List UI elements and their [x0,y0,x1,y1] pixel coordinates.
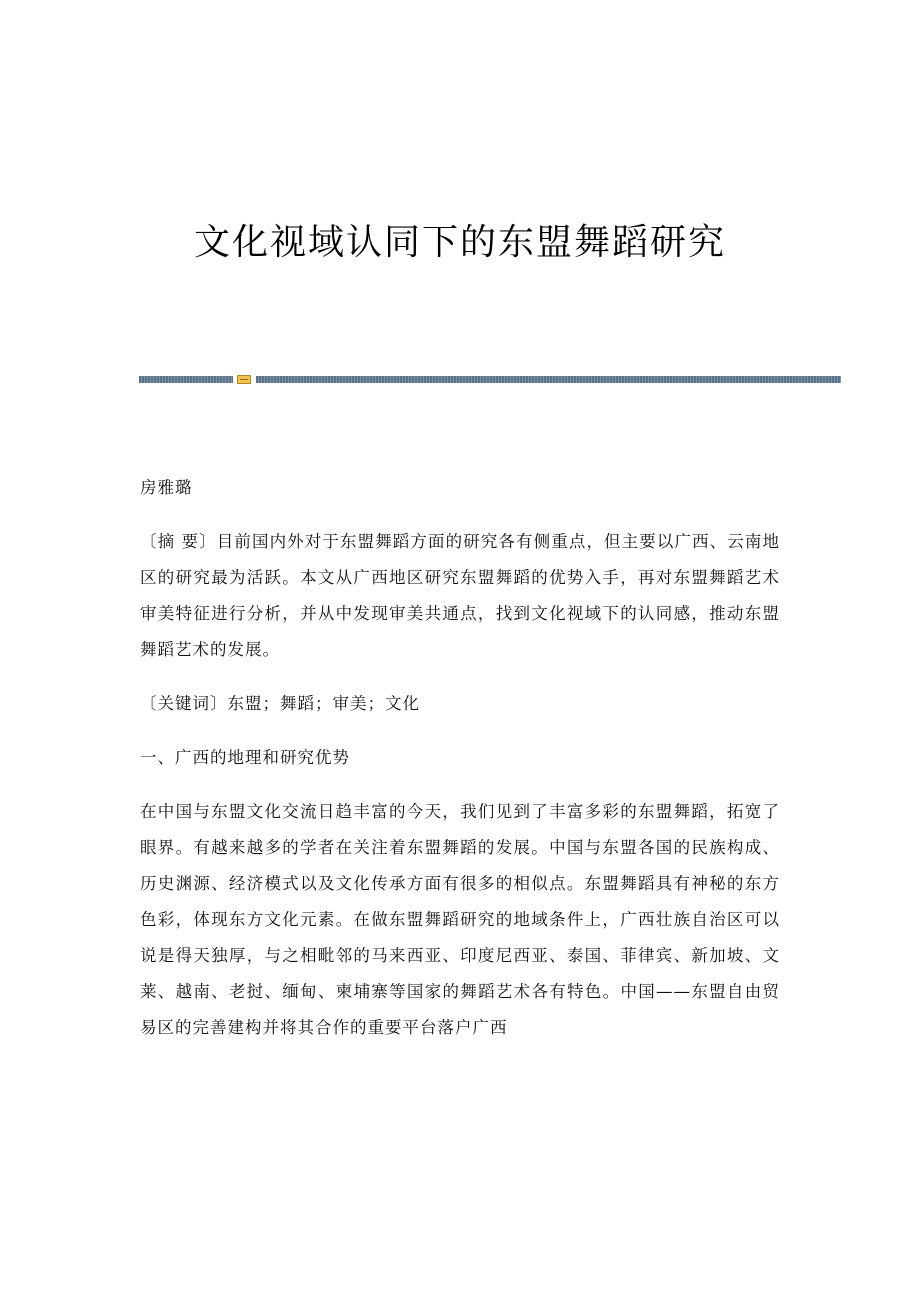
divider-emblem-icon [237,375,251,384]
author-name: 房雅璐 [140,478,193,497]
divider-bar-right [256,376,841,383]
document-body [140,470,780,1064]
body-paragraph: 在中国与东盟文化交流日趋丰富的今天，我们见到了丰富多彩的东盟舞蹈，拓宽了眼界。有越来越多的学者在关注着东盟舞蹈的发展。中国与东盟各国的民族构成、历史渊源、经济模式以及文化传承方面有很多的相似点。东盟舞蹈具有神秘的东方色彩，体现东方文化元素。在做东盟舞蹈研究的地域条件上，广西壮族自治区可以说是得天独厚，与之相毗邻的马来西亚、印度尼西亚、泰国、菲律宾、新加坡、文莱、越南、老挝、缅甸、柬埔寨等国家的舞蹈艺术各有特色。中国——东盟自由贸易区的完善建构并将其合作的重要平台落户广西 [140,802,780,1037]
section-heading: 一、广西的地理和研究优势 [140,748,350,767]
abstract-paragraph: 〔摘 要〕目前国内外对于东盟舞蹈方面的研究各有侧重点，但主要以广西、云南地区的研究最为活跃。本文从广西地区研究东盟舞蹈的优势入手，再对东盟舞蹈艺术审美特征进行分析，并从中发现审美共通点，找到文化视域下的认同感，推动东盟舞蹈艺术的发展。 [140,532,780,659]
keywords-line: 〔关键词〕东盟；舞蹈；审美；文化 [140,694,420,713]
divider-bar-left [139,376,233,383]
title-divider [139,375,841,384]
document-title: 文化视域认同下的东盟舞蹈研究 [193,222,726,263]
